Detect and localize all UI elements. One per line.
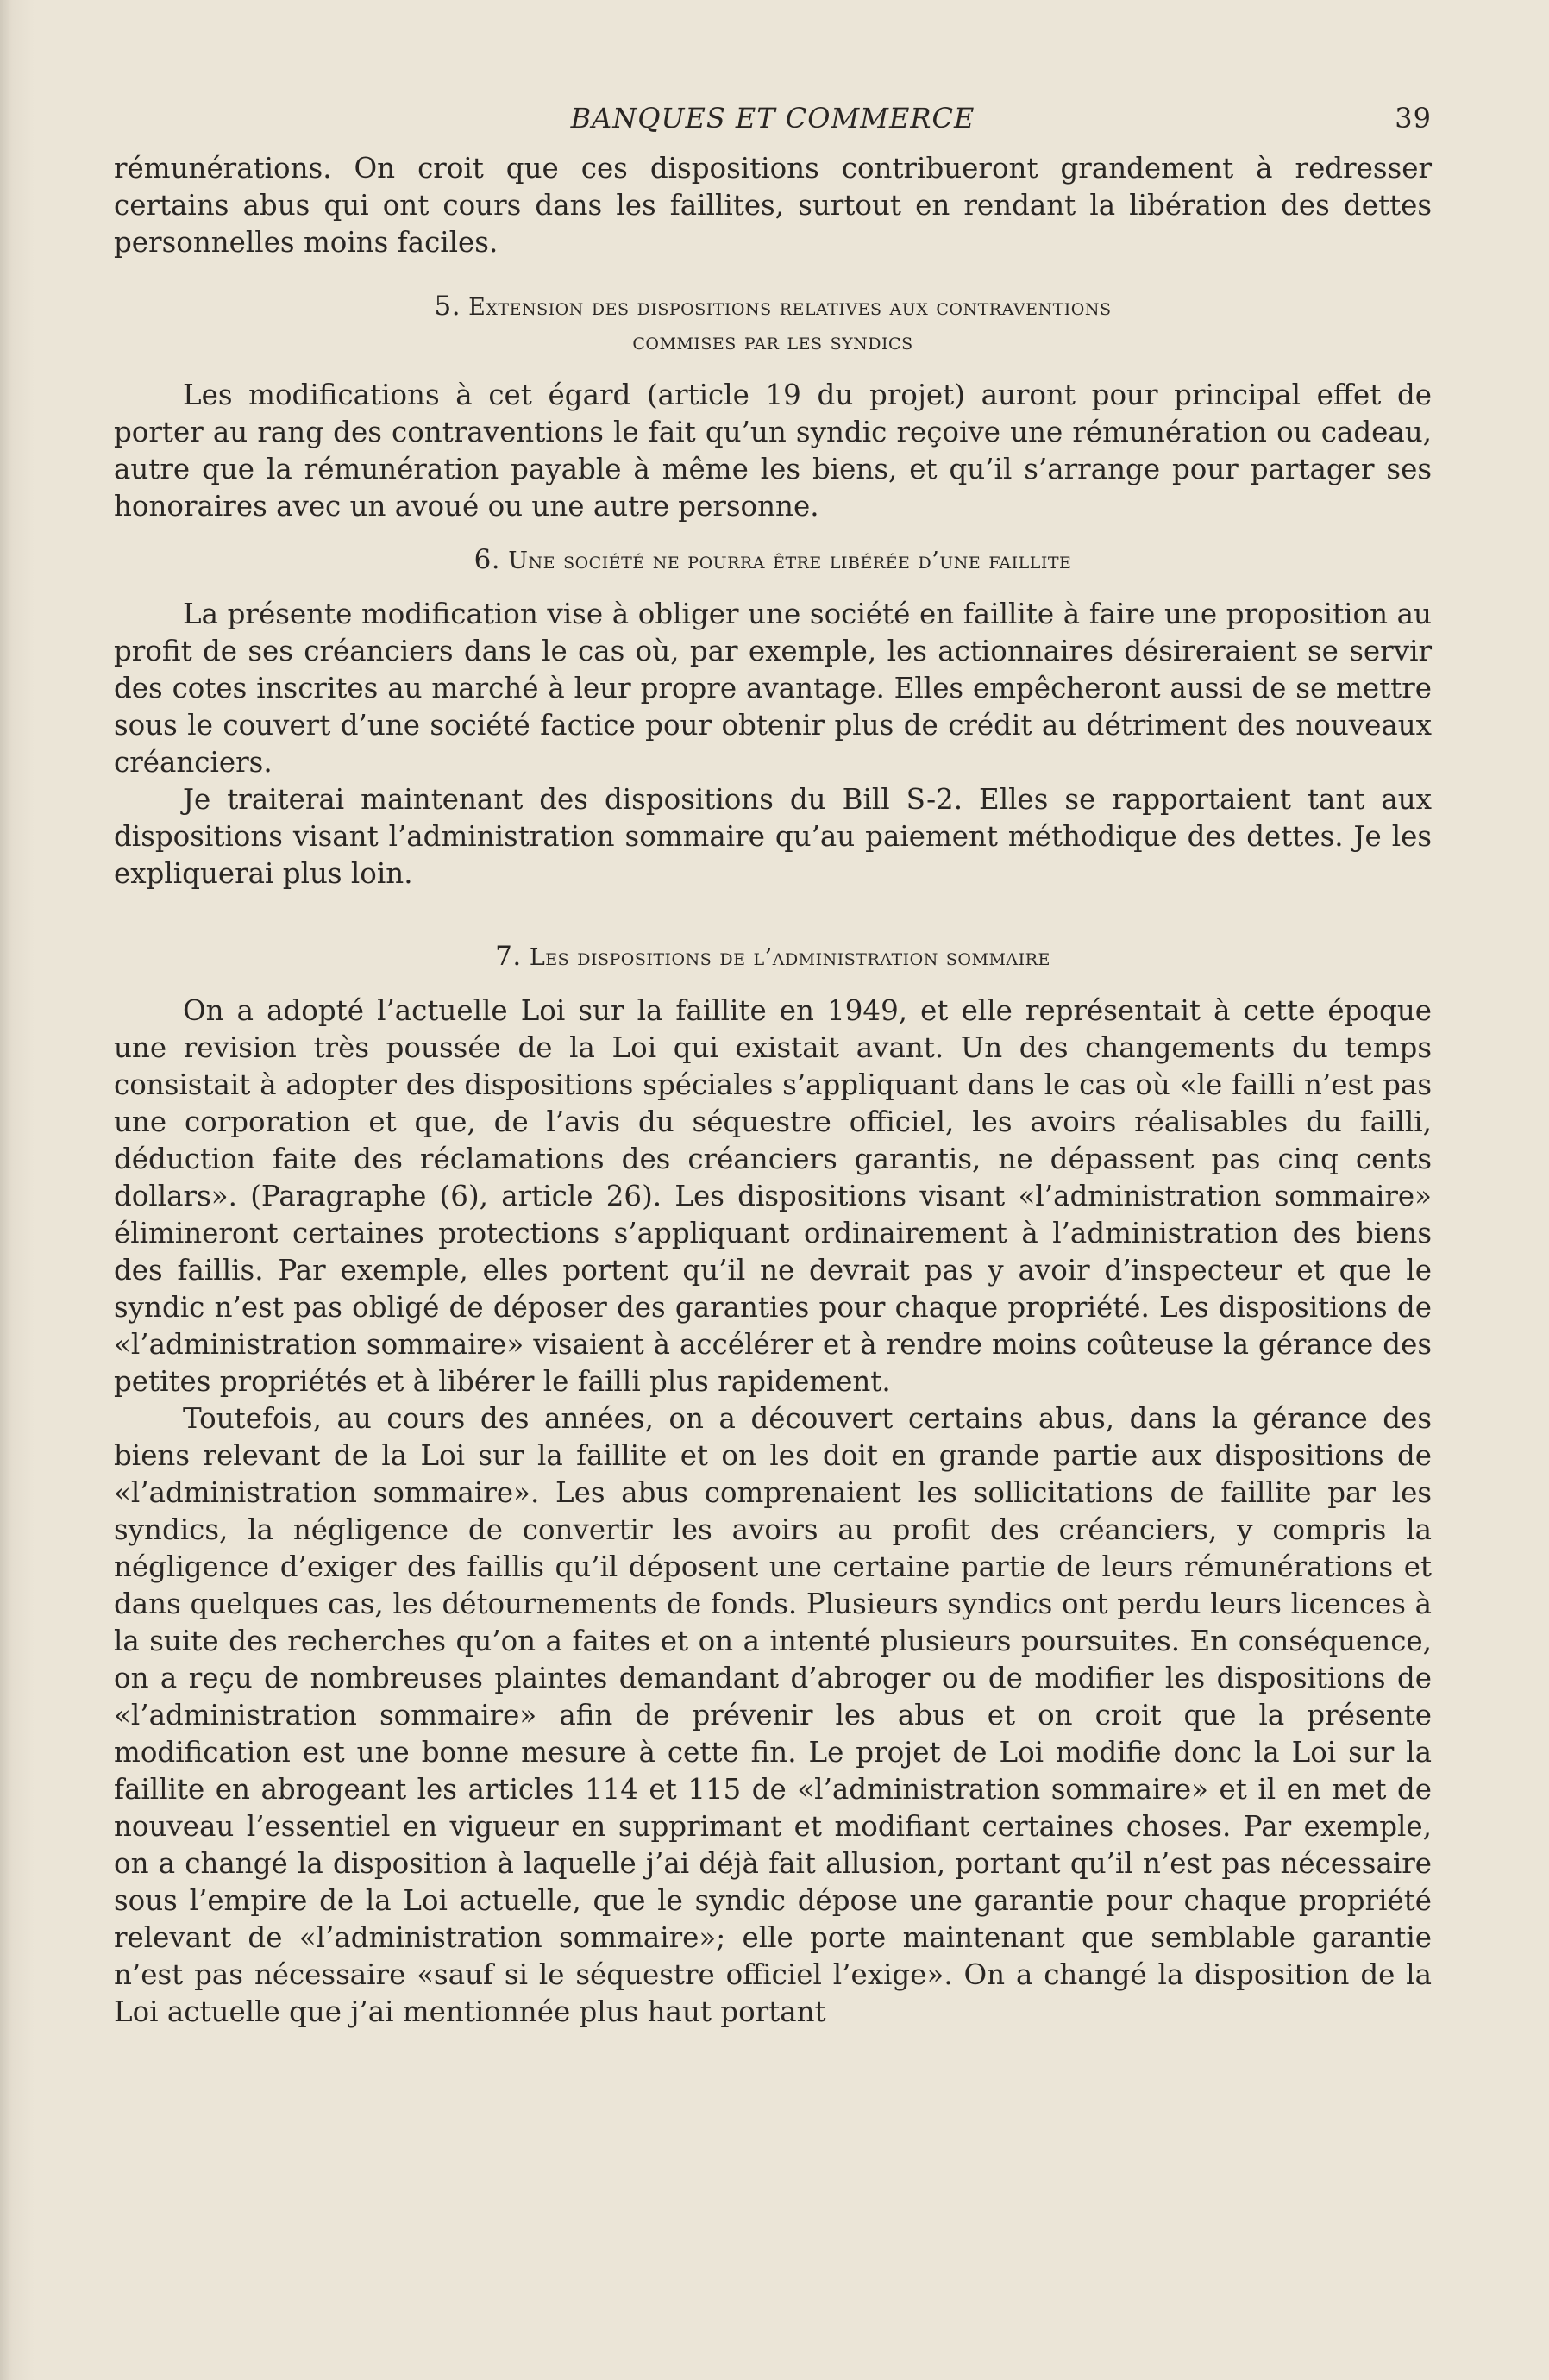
- section-number: 7.: [495, 941, 522, 972]
- paragraph: Les modifications à cet égard (article 19 du projet) auront pour principal effet de porter au rang des contraventions le fait qu’un syndic reçoive une rémunération ou cadeau, autre que la rémunération payable à même les biens, et qu’il s’arrange pour partager ses honoraires avec un avoué ou une autre personne.: [114, 379, 1432, 523]
- paragraph: On a adopté l’actuelle Loi sur la faillite en 1949, et elle représentait à cette époque une revision très poussée de la Loi qui existait avant. Un des changements du temps consistait à adopter des dispositions spéciales s’appliquant dans le cas où «le failli n’est pas une corporation et que, de l’avis du séquestre officiel, les avoirs réalisables du failli, déduction faite des réclamations des créanciers garantis, ne dépassent pas cinq cents dollars». (Paragraphe (6), article 26). Les dispositions visant «l’administration sommaire» élimineront certaines protections s’appliquant ordinairement à l’administration des biens des faillis. Par exemple, elles portent qu’il ne devrait pas y avoir d’inspecteur et que le syndic n’est pas obligé de déposer des garanties pour chaque propriété. Les dispositions de «l’administration sommaire» visaient à accélérer et à rendre moins coûteuse la gérance des petites propriétés et à libérer le failli plus rapidement.: [114, 994, 1432, 1398]
- section-number: 6.: [473, 544, 501, 575]
- paragraph: La présente modification vise à obliger une société en faillite à faire une proposition au profit de ses créanciers dans le cas où, par exemple, les actionnaires désireraient se servir des cotes inscrites au marché à leur propre avantage. Elles empêcheront aussi de se mettre sous le couvert d’une société factice pour obtenir plus de crédit au détriment des nouveaux créanciers.: [114, 598, 1432, 779]
- section-title-line-2: commises par les syndics: [632, 329, 913, 355]
- paragraph: Je traiterai maintenant des dispositions du Bill S-2. Elles se rapportaient tant aux dispositions visant l’administration sommaire qu’au paiement méthodique des dettes. Je les expliquerai plus loin.: [114, 783, 1432, 890]
- page-content: [114, 93, 1432, 2031]
- section-title: Une société ne pourra être libérée d’une faillite: [508, 548, 1072, 574]
- section-title-line-1: Extension des dispositions relatives aux contraventions: [468, 294, 1112, 321]
- running-title: BANQUES ET COMMERCE: [570, 102, 975, 135]
- paragraph: Toutefois, au cours des années, on a découvert certains abus, dans la gérance des biens relevant de la Loi sur la faillite et on les doit en grande partie aux dispositions de «l’administration sommaire». Les abus comprenaient les sollicitations de faillite par les syndics, la négligence de convertir les avoirs au profit des créanciers, y compris la négligence d’exiger des faillis qu’il déposent une certaine partie de leurs rémunérations et dans quelques cas, les détournements de fonds. Plusieurs syndics ont perdu leurs licences à la suite des recherches qu’on a faites et on a intenté plusieurs poursuites. En conséquence, on a reçu de nombreuses plaintes demandant d’abroger ou de modifier les dispositions de «l’administration sommaire» afin de prévenir les abus et on croit que la présente modification est une bonne mesure à cette fin. Le projet de Loi modifie donc la Loi sur la faillite en abrogeant les articles 114 et 115 de «l’administration sommaire» et il en met de nouveau l’essentiel en vigueur en supprimant et modifiant certaines choses. Par exemple, on a changé la disposition à laquelle j’ai déjà fait allusion, portant qu’il n’est pas nécessaire sous l’empire de la Loi actuelle, que le syndic dépose une garantie pour chaque propriété relevant de «l’administration sommaire»; elle porte maintenant que semblable garantie n’est pas nécessaire «sauf si le séquestre officiel l’exige». On a changé la disposition de la Loi actuelle que j’ai mentionnée plus haut portant: [114, 1402, 1432, 2028]
- page-number: 39: [1395, 102, 1432, 135]
- page-header: [114, 93, 1432, 150]
- section-number: 5.: [434, 291, 461, 322]
- section-heading-6: [114, 542, 1432, 579]
- paragraph-continuation: rémunérations. On croit que ces dispositions contribueront grandement à redresser certains abus qui ont cours dans les faillites, surtout en rendant la libération des dettes personnelles moins faciles.: [114, 152, 1432, 259]
- section-title: Les dispositions de l’administration sommaire: [529, 944, 1050, 971]
- section-heading-7: [114, 939, 1432, 975]
- section-heading-5: [114, 289, 1432, 360]
